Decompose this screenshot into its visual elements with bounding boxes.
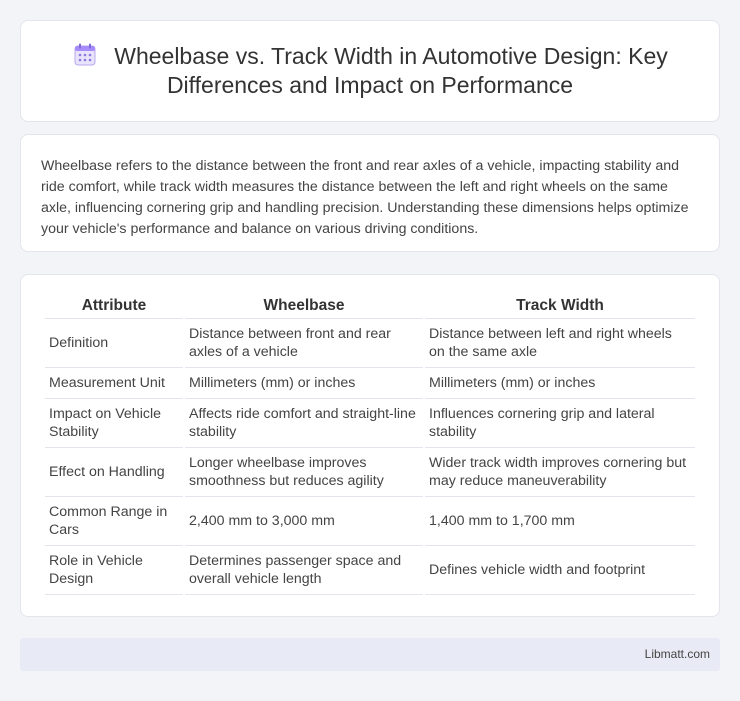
table-cell: Impact on Vehicle Stability bbox=[45, 399, 183, 448]
table-cell: Distance between left and right wheels on the same axle bbox=[425, 319, 695, 368]
table-cell: Role in Vehicle Design bbox=[45, 546, 183, 595]
table-cell: 2,400 mm to 3,000 mm bbox=[185, 497, 423, 546]
table-cell: Common Range in Cars bbox=[45, 497, 183, 546]
table-row bbox=[45, 399, 695, 448]
title-card bbox=[20, 20, 720, 122]
table-row bbox=[45, 546, 695, 595]
table-cell: Millimeters (mm) or inches bbox=[185, 368, 423, 399]
table-cell: Millimeters (mm) or inches bbox=[425, 368, 695, 399]
calendar-icon bbox=[72, 43, 98, 67]
page-title-text: Wheelbase vs. Track Width in Automotive Design: Key Differences and Impact on Performance bbox=[114, 43, 668, 98]
table-cell: Distance between front and rear axles of a vehicle bbox=[185, 319, 423, 368]
comparison-table bbox=[43, 295, 697, 595]
table-cell: Effect on Handling bbox=[45, 448, 183, 497]
table-header-row bbox=[45, 295, 695, 319]
header-wheelbase: Wheelbase bbox=[185, 295, 423, 319]
table-cell: 1,400 mm to 1,700 mm bbox=[425, 497, 695, 546]
intro-card bbox=[20, 134, 720, 252]
table-cell: Longer wheelbase improves smoothness but reduces agility bbox=[185, 448, 423, 497]
header-track-width: Track Width bbox=[425, 295, 695, 319]
table-cell: Determines passenger space and overall vehicle length bbox=[185, 546, 423, 595]
table-row bbox=[45, 368, 695, 399]
header-attribute: Attribute bbox=[45, 295, 183, 319]
table-card bbox=[20, 274, 720, 617]
table-row bbox=[45, 497, 695, 546]
table-cell: Affects ride comfort and straight-line stability bbox=[185, 399, 423, 448]
table-cell: Wider track width improves cornering but may reduce maneuverability bbox=[425, 448, 695, 497]
footer-brand-link[interactable]: Libmatt.com bbox=[644, 647, 710, 661]
page-title bbox=[51, 42, 689, 100]
footer bbox=[20, 638, 720, 671]
intro-paragraph: Wheelbase refers to the distance between the front and rear axles of a vehicle, impacting stability and ride comfort, while track width measures the distance between the left and right wheels on the same axle, influencing cornering grip and handling precision. Understanding these dimensions helps optimize your vehicle's performance and balance on various driving conditions. bbox=[41, 158, 689, 237]
table-cell: Defines vehicle width and footprint bbox=[425, 546, 695, 595]
table-cell: Measurement Unit bbox=[45, 368, 183, 399]
table-row bbox=[45, 448, 695, 497]
table-cell: Definition bbox=[45, 319, 183, 368]
table-row bbox=[45, 319, 695, 368]
table-cell: Influences cornering grip and lateral stability bbox=[425, 399, 695, 448]
